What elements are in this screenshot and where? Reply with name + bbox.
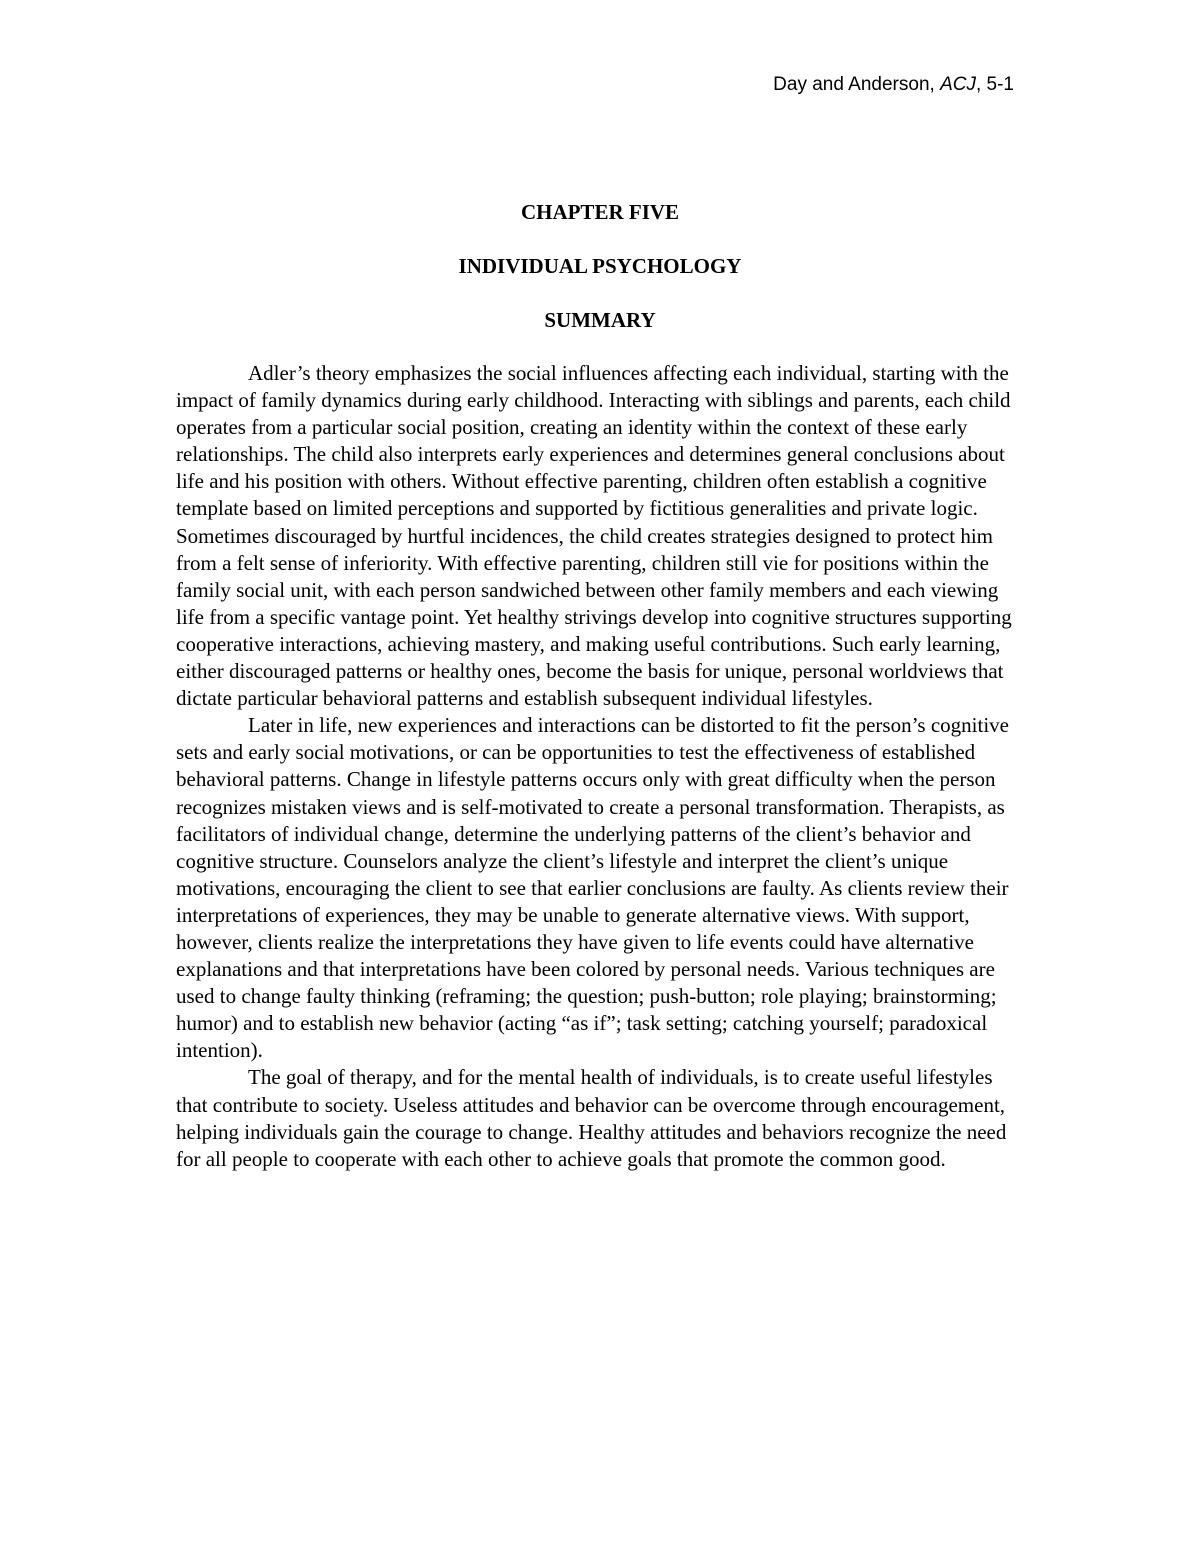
section-heading: SUMMARY — [544, 308, 656, 332]
chapter-heading: CHAPTER FIVE — [520, 200, 680, 224]
chapter-title: INDIVIDUAL PSYCHOLOGY — [458, 254, 742, 278]
paragraph: Adler’s theory emphasizes the social influences affecting each individual, starting with the impact of family dynamics during early childhood. Interacting with siblings and parents, each child operates from a particular social position, creating an identity within the context of these early relationships. The child also interprets early experiences and determines general conclusions about life and his position with others. Without effective parenting, children often establish a cognitive template based on limited perceptions and supported by fictitious generalities and private logic. Sometimes discouraged by hurtful incidences, the child creates strategies designed to protect him from a felt sense of inferiority. With effective parenting, children still vie for positions within the family social unit, with each person sandwiched between other family members and each viewing life from a specific vantage point. Yet healthy strivings develop into cognitive structures supporting cooperative interactions, achieving mastery, and making useful contributions. Such early learning, either discouraged patterns or healthy ones, become the basis for unique, personal worldviews that dictate particular behavioral patterns and establish subsequent individual lifestyles. — [176, 361, 1012, 711]
summary-body — [176, 360, 1024, 1173]
header-authors: Day and Anderson, — [773, 74, 941, 95]
running-header — [773, 72, 1014, 98]
header-journal: ACJ — [940, 74, 976, 95]
paragraph: Later in life, new experiences and interactions can be distorted to fit the person’s cognitive sets and early social motivations, or can be opportunities to test the effectiveness of established behavioral patterns. Change in lifestyle patterns occurs only with great difficulty when the person recognizes mistaken views and is self-motivated to create a personal transformation. Therapists, as facilitators of individual change, determine the underlying patterns of the client’s behavior and cognitive structure. Counselors analyze the client’s lifestyle and interpret the client’s unique motivations, encouraging the client to see that earlier conclusions are faulty. As clients review their interpretations of experiences, they may be unable to generate alternative views. With support, however, clients realize the interpretations they have given to life events could have alternative explanations and that interpretations have been colored by personal needs. Various techniques are used to change faulty thinking (reframing; the question; push-button; role playing; brainstorming; humor) and to establish new behavior (acting “as if”; task setting; catching yourself; paradoxical intention). — [176, 713, 1009, 1063]
paragraph: The goal of therapy, and for the mental health of individuals, is to create useful lifestyles that contribute to society. Useless attitudes and behavior can be overcome through encouragement, helping individuals gain the courage to change. Healthy attitudes and behaviors recognize the need for all people to cooperate with each other to achieve goals that promote the common good. — [176, 1065, 1007, 1171]
header-page-number: , 5-1 — [975, 74, 1014, 95]
